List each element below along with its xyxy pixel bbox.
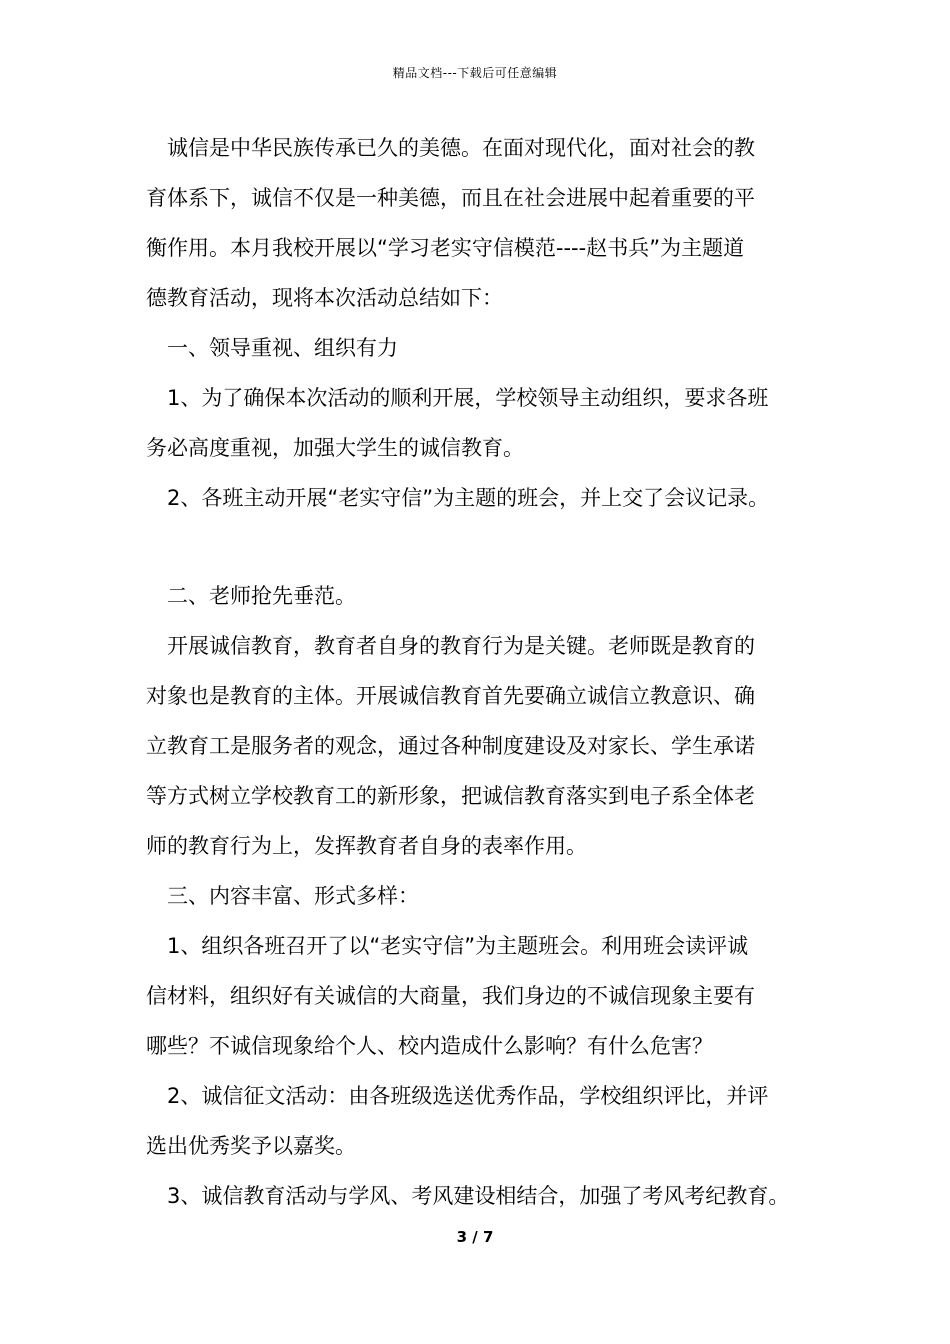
paragraph-line: 2、各班主动开展“老实守信”为主题的班会，并上交了会议记录。 (167, 486, 770, 510)
page-header: 精品文档---下载后可任意编辑 (392, 66, 558, 80)
paragraph-line: 立教育工是服务者的观念，通过各种制度建设及对家长、学生承诺 (146, 734, 755, 758)
paragraph-line: 选出优秀奖予以嘉奖。 (146, 1134, 356, 1158)
page-number: 3 / 7 (456, 1228, 494, 1246)
paragraph-line: 2、诚信征文活动：由各班级选送优秀作品，学校组织评比，并评 (167, 1084, 769, 1108)
document-body (146, 130, 826, 1228)
paragraph-line: 德教育活动，现将本次活动总结如下： (146, 286, 503, 310)
paragraph-line: 师的教育行为上，发挥教育者自身的表率作用。 (146, 834, 587, 858)
paragraph-line: 对象也是教育的主体。开展诚信教育首先要确立诚信立教意识、确 (146, 684, 755, 708)
paragraph-line: 等方式树立学校教育工的新形象，把诚信教育落实到电子系全体老 (146, 784, 755, 808)
section-heading: 三、内容丰富、形式多样： (167, 884, 419, 908)
paragraph-line: 信材料，组织好有关诚信的大商量，我们身边的不诚信现象主要有 (146, 984, 755, 1008)
paragraph-line: 哪些？不诚信现象给个人、校内造成什么影响？有什么危害？ (146, 1034, 713, 1058)
paragraph-line: 务必高度重视，加强大学生的诚信教育。 (146, 436, 524, 460)
blank-line (146, 530, 826, 578)
paragraph-line: 衡作用。本月我校开展以“学习老实守信模范----赵书兵”为主题道 (146, 236, 745, 260)
paragraph-line: 1、组织各班召开了以“老实守信”为主题班会。利用班会读评诚 (167, 934, 749, 958)
section-heading: 二、老师抢先垂范。 (167, 584, 356, 608)
section-heading: 一、领导重视、组织有力 (167, 336, 398, 360)
paragraph-line: 开展诚信教育，教育者自身的教育行为是关键。老师既是教育的 (167, 634, 755, 658)
paragraph-line: 育体系下，诚信不仅是一种美德，而且在社会进展中起着重要的平 (146, 186, 755, 210)
paragraph-line: 3、诚信教育活动与学风、考风建设相结合，加强了考风考纪教育。 (167, 1184, 790, 1208)
paragraph-line: 诚信是中华民族传承已久的美德。在面对现代化，面对社会的教 (167, 136, 755, 160)
paragraph-line: 1、为了确保本次活动的顺利开展，学校领导主动组织，要求各班 (167, 386, 769, 410)
